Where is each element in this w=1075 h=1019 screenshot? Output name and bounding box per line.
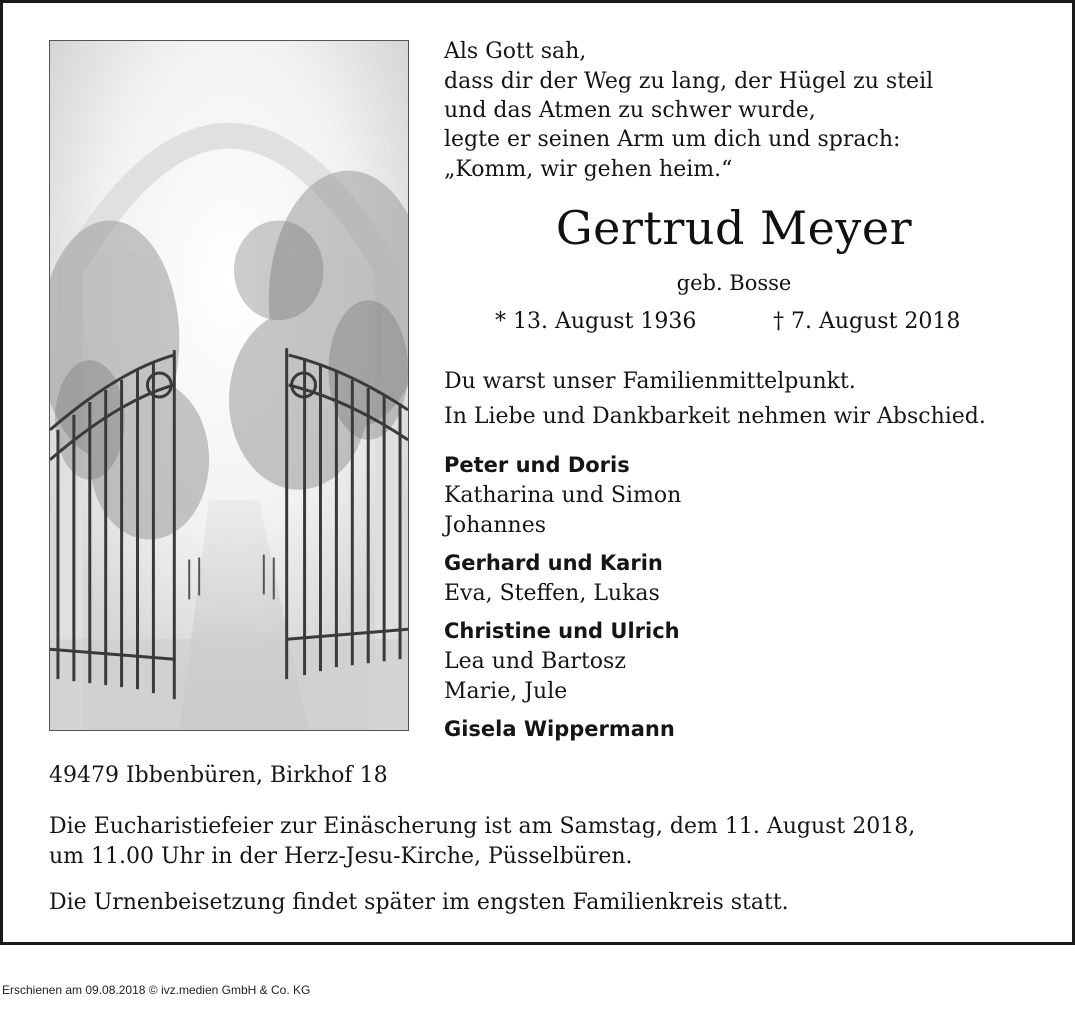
mourner-head: Gerhard und Karin	[444, 551, 663, 575]
ceremony-line: Die Eucharistiefeier zur Einäscherung ist am Samstag, dem 11. August 2018,	[49, 814, 916, 839]
mourner-member: Johannes	[444, 513, 546, 538]
mourner-member: Marie, Jule	[444, 679, 568, 704]
mourner-member: Lea und Bartosz	[444, 649, 626, 674]
birth-date: * 13. August 1936	[495, 309, 697, 334]
poem-line: Als Gott sah,	[444, 39, 587, 64]
poem-line: „Komm, wir gehen heim.“	[444, 157, 733, 182]
poem-line: und das Atmen zu schwer wurde,	[444, 98, 816, 123]
poem-line: dass dir der Weg zu lang, der Hügel zu steil	[444, 69, 934, 94]
address: 49479 Ibbenbüren, Birkhof 18	[49, 763, 388, 788]
burial-notice: Die Urnenbeisetzung findet später im engsten Familienkreis statt.	[49, 890, 789, 915]
message-line: In Liebe und Dankbarkeit nehmen wir Abschied.	[444, 404, 986, 429]
birth-name: geb. Bosse	[676, 271, 792, 295]
mourner-member: Katharina und Simon	[444, 483, 682, 508]
death-date: † 7. August 2018	[773, 309, 961, 334]
mourner-head: Gisela Wippermann	[444, 717, 675, 741]
gate-illustration	[50, 41, 408, 730]
message-line: Du warst unser Familienmittelpunkt.	[444, 369, 856, 394]
mourner-head: Christine und Ulrich	[444, 619, 680, 643]
mourner-member: Eva, Steffen, Lukas	[444, 581, 660, 606]
publication-footer: Erschienen am 09.08.2018 © ivz.medien GmbH & Co. KG	[2, 983, 311, 997]
poem-line: legte er seinen Arm um dich und sprach:	[444, 127, 901, 152]
mourner-head: Peter und Doris	[444, 453, 630, 477]
garden-gate-photo	[49, 40, 409, 731]
ceremony-line: um 11.00 Uhr in der Herz-Jesu-Kirche, Püsselbüren.	[49, 844, 633, 869]
deceased-name: Gertrud Meyer	[555, 201, 913, 255]
